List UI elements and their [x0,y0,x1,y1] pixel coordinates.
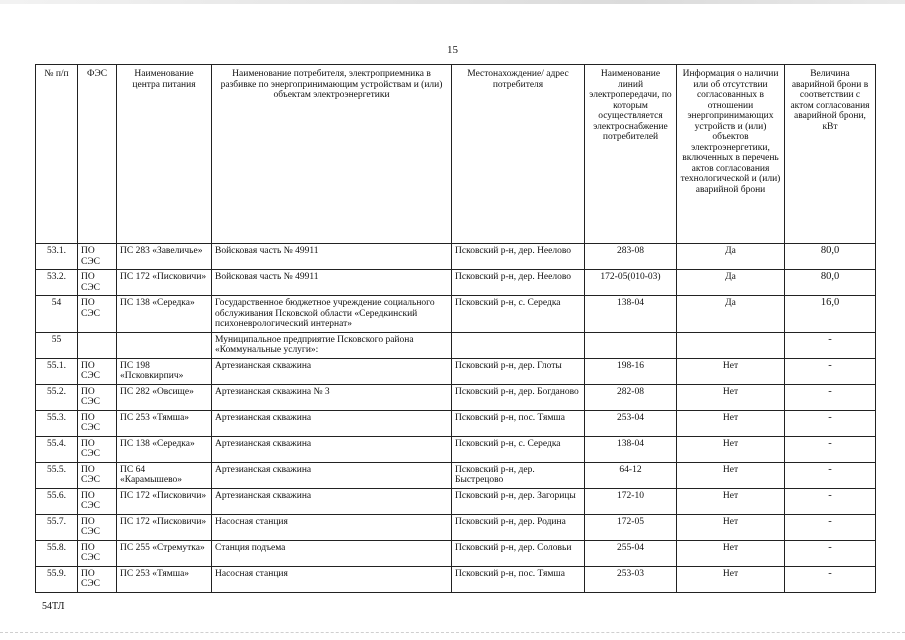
cell-fes: ПО СЭС [78,462,117,488]
cell-number: 55.9. [36,566,78,592]
table-row [36,540,876,566]
cell-agreement-flag [677,332,785,358]
header-lines: Наименование линий электропередачи, по которым осуществляется электроснабжение потребителей [585,65,677,244]
cell-number: 55.2. [36,384,78,410]
cell-consumer: Насосная станция [212,566,452,592]
table-header [36,65,876,244]
cell-fes: ПО СЭС [78,436,117,462]
table-row [36,488,876,514]
cell-power-center: ПС 172 «Писковичи» [117,514,212,540]
cell-number: 55.3. [36,410,78,436]
cell-line: 255-04 [585,540,677,566]
cell-number: 53.1. [36,244,78,270]
cell-consumer: Артезианская скважина № 3 [212,384,452,410]
cell-agreement-flag: Нет [677,358,785,384]
cell-number: 55 [36,332,78,358]
cell-power-center: ПС 198 «Псковкирпич» [117,358,212,384]
cell-agreement-flag: Нет [677,384,785,410]
cell-agreement-flag: Нет [677,462,785,488]
cell-line: 198-16 [585,358,677,384]
cell-reserve-kw: - [785,488,876,514]
cell-reserve-kw: - [785,462,876,488]
cell-fes: ПО СЭС [78,270,117,296]
cell-number: 55.8. [36,540,78,566]
header-power-center: Наименование центра питания [117,65,212,244]
cell-line: 253-03 [585,566,677,592]
cell-reserve-kw: - [785,358,876,384]
table-row [36,462,876,488]
cell-consumer: Насосная станция [212,514,452,540]
cell-power-center: ПС 253 «Тямша» [117,410,212,436]
cell-location: Псковский р-н, пос. Тямша [452,566,585,592]
cell-location: Псковский р-н, дер. Быстрецово [452,462,585,488]
cell-fes: ПО СЭС [78,358,117,384]
cell-reserve-kw: - [785,410,876,436]
cell-number: 55.1. [36,358,78,384]
reserve-table [35,64,876,593]
cell-power-center: ПС 172 «Писковичи» [117,488,212,514]
cell-location: Псковский р-н, дер. Богданово [452,384,585,410]
cell-consumer: Войсковая часть № 49911 [212,244,452,270]
cell-location: Псковский р-н, с. Середка [452,436,585,462]
cell-location: Псковский р-н, дер. Неелово [452,244,585,270]
cell-agreement-flag: Да [677,270,785,296]
cell-power-center: ПС 172 «Писковичи» [117,270,212,296]
cell-number: 55.7. [36,514,78,540]
cell-fes: ПО СЭС [78,566,117,592]
cell-reserve-kw: - [785,566,876,592]
table-row [36,244,876,270]
cell-power-center: ПС 255 «Стремутка» [117,540,212,566]
header-consumer: Наименование потребителя, электроприемника в разбивке по энергопринимающим устройствам и (или) объектам электроэнергетики [212,65,452,244]
cell-number: 55.5. [36,462,78,488]
header-location: Местонахождение/ адрес потребителя [452,65,585,244]
table-row [36,270,876,296]
cell-reserve-kw: - [785,540,876,566]
cell-line: 172-05(010-03) [585,270,677,296]
cell-power-center: ПС 138 «Середка» [117,296,212,333]
cell-agreement-flag: Нет [677,540,785,566]
cell-reserve-kw: - [785,384,876,410]
cell-location: Псковский р-н, дер. Родина [452,514,585,540]
table-row [36,358,876,384]
cell-power-center: ПС 138 «Середка» [117,436,212,462]
cell-consumer: Муниципальное предприятие Псковского района «Коммунальные услуги»: [212,332,452,358]
cell-line: 172-10 [585,488,677,514]
cell-agreement-flag: Да [677,296,785,333]
cell-agreement-flag: Нет [677,566,785,592]
cell-reserve-kw: 80,0 [785,244,876,270]
cell-agreement-flag: Нет [677,514,785,540]
cell-location: Псковский р-н, с. Середка [452,296,585,333]
cell-number: 54 [36,296,78,333]
cell-consumer: Артезианская скважина [212,358,452,384]
table-row [36,436,876,462]
table-body [36,244,876,593]
cell-line: 253-04 [585,410,677,436]
cell-fes [78,332,117,358]
cell-line: 283-08 [585,244,677,270]
cell-fes: ПО СЭС [78,244,117,270]
cell-reserve-kw: - [785,332,876,358]
cell-consumer: Артезианская скважина [212,436,452,462]
cell-agreement-flag: Нет [677,410,785,436]
cell-power-center: ПС 282 «Овсище» [117,384,212,410]
cell-consumer: Артезианская скважина [212,488,452,514]
cell-line: 138-04 [585,296,677,333]
cell-fes: ПО СЭС [78,514,117,540]
cell-power-center: ПС 253 «Тямша» [117,566,212,592]
cell-number: 53.2. [36,270,78,296]
cell-line: 282-08 [585,384,677,410]
table-row [36,410,876,436]
cell-power-center: ПС 283 «Завеличье» [117,244,212,270]
cell-number: 55.6. [36,488,78,514]
scan-edge-bottom [0,632,905,633]
cell-location: Псковский р-н, дер. Неелово [452,270,585,296]
cell-fes: ПО СЭС [78,296,117,333]
cell-agreement-flag: Да [677,244,785,270]
cell-fes: ПО СЭС [78,488,117,514]
cell-number: 55.4. [36,436,78,462]
cell-reserve-kw: - [785,436,876,462]
document-code: 54ТЛ [42,601,65,612]
cell-fes: ПО СЭС [78,410,117,436]
cell-location [452,332,585,358]
table-row [36,514,876,540]
header-no: № п/п [36,65,78,244]
cell-reserve-kw: - [785,514,876,540]
cell-consumer: Государственное бюджетное учреждение социального обслуживания Псковской области «Середкинский психоневрологический интернат» [212,296,452,333]
cell-consumer: Артезианская скважина [212,462,452,488]
cell-line: 138-04 [585,436,677,462]
scan-edge-top [0,0,905,4]
cell-location: Псковский р-н, дер. Глоты [452,358,585,384]
cell-line [585,332,677,358]
cell-line: 64-12 [585,462,677,488]
cell-fes: ПО СЭС [78,540,117,566]
table-row [36,384,876,410]
cell-agreement-flag: Нет [677,436,785,462]
cell-location: Псковский р-н, дер. Соловьи [452,540,585,566]
header-row [36,65,876,244]
cell-location: Псковский р-н, дер. Загорицы [452,488,585,514]
cell-power-center [117,332,212,358]
cell-consumer: Станция подъема [212,540,452,566]
cell-power-center: ПС 64 «Карамышево» [117,462,212,488]
cell-reserve-kw: 80,0 [785,270,876,296]
table-row [36,566,876,592]
cell-reserve-kw: 16,0 [785,296,876,333]
page-number: 15 [447,44,458,56]
cell-agreement-flag: Нет [677,488,785,514]
cell-consumer: Артезианская скважина [212,410,452,436]
header-fes: ФЭС [78,65,117,244]
table-row [36,296,876,333]
table-row [36,332,876,358]
header-reserve-kw: Величина аварийной брони в соответствии с актом согласования аварийной брони, кВт [785,65,876,244]
header-agreement-info: Информация о наличии или об отсутствии согласованных в отношении энергопринимающих устройств и (или) объектов электроэнергетики, включенных в перечень актов согласования технологической и (или) аварийной брони [677,65,785,244]
cell-consumer: Войсковая часть № 49911 [212,270,452,296]
cell-location: Псковский р-н, пос. Тямша [452,410,585,436]
cell-fes: ПО СЭС [78,384,117,410]
cell-line: 172-05 [585,514,677,540]
